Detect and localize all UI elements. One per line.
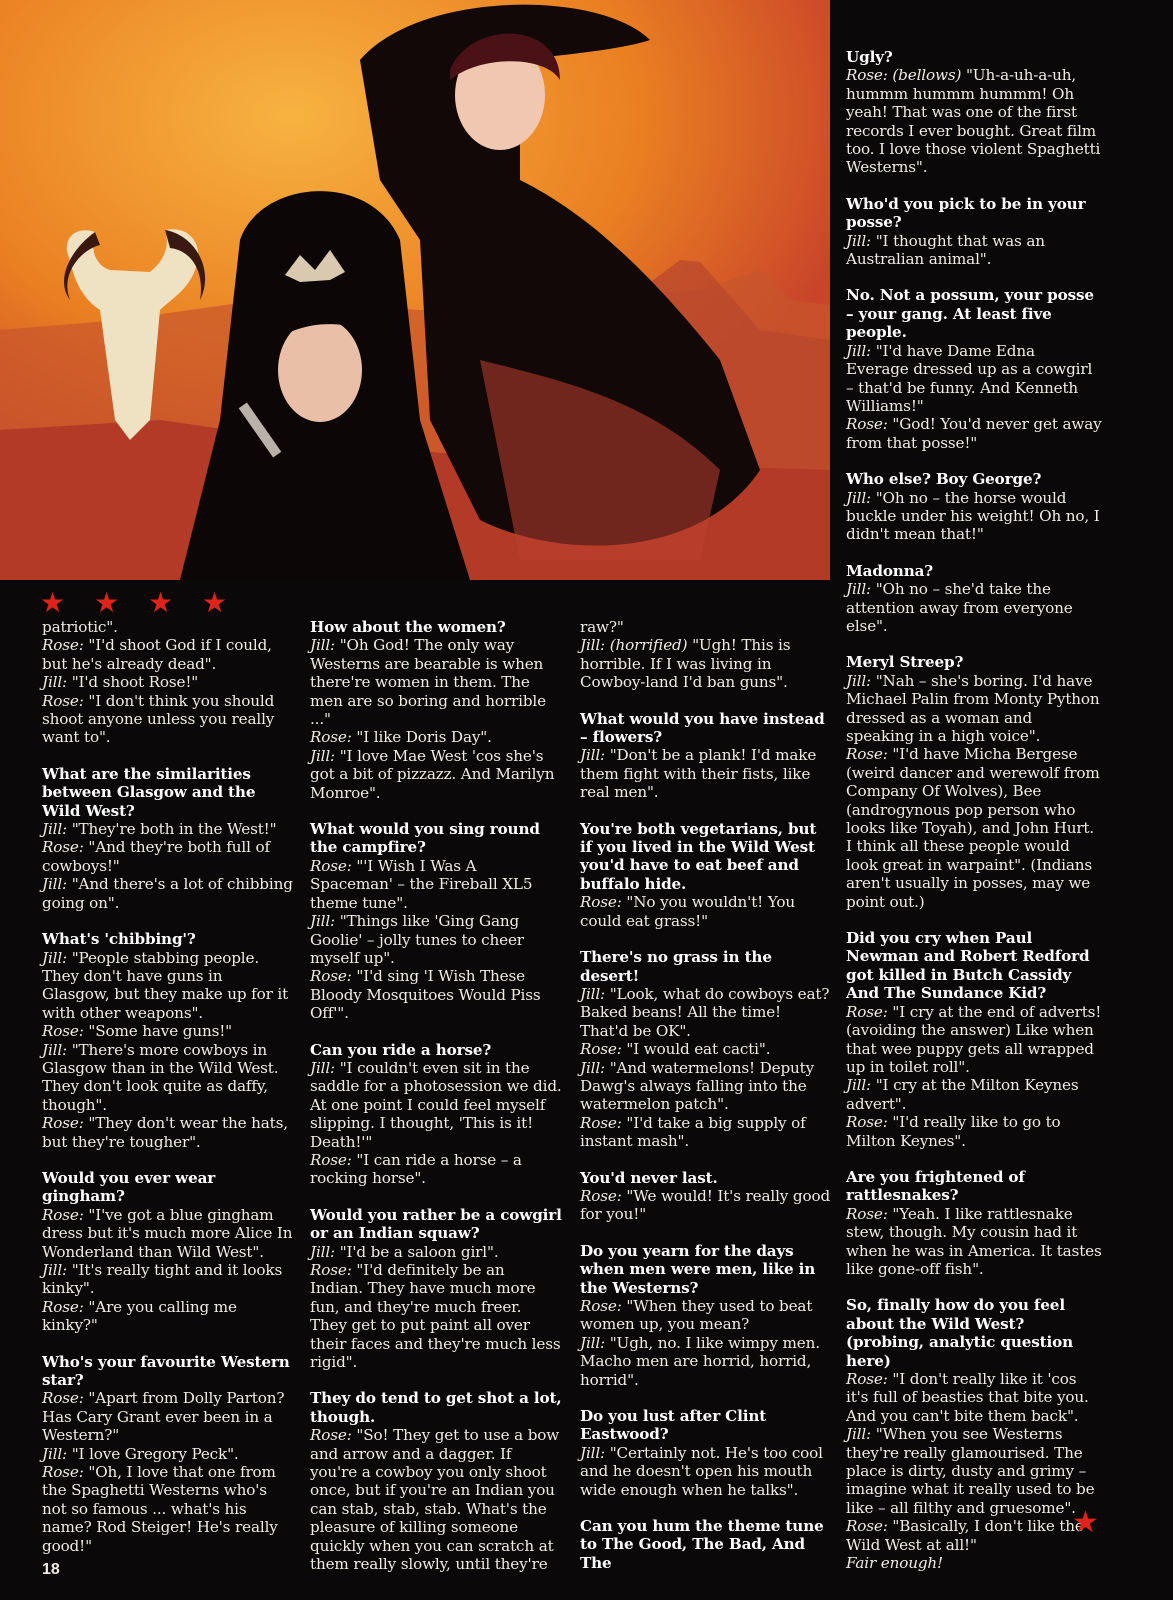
speaker-label: Jill: [42,820,68,839]
interview-question: What would you sing round the campfire? [310,820,540,857]
answer-text: "I would eat cacti". [626,1040,771,1059]
answer-text: "Apart from Dolly Parton? Has Cary Grant ever been in a Western?" [42,1389,285,1445]
speaker-label: Rose: [846,1204,888,1223]
interview-block [42,765,294,912]
interview-question: What are the similarities between Glasgow and the Wild West? [42,764,256,820]
answer-text: "Ugh, no. I like wimpy men. Macho men are horrid, horrid, horrid". [580,1333,820,1389]
speaker-label: Rose: [42,1205,84,1224]
interview-answer [846,342,1102,416]
interview-block [580,1242,832,1389]
speaker-label: Rose: [846,1113,888,1132]
interview-answer [42,1463,294,1555]
interview-answer [310,1243,562,1261]
speaker-label: Jill: [42,1444,68,1463]
speaker-label: Rose: [42,1463,84,1482]
interview-answer [846,1205,1102,1279]
speaker-label: Jill: [580,1058,606,1077]
interview-block [846,653,1102,911]
answer-text: "Certainly not. He's too cool and he doesn't open his mouth wide enough when he talks". [580,1443,823,1499]
interview-answer [846,1425,1102,1517]
speaker-label: Rose: [310,1261,352,1279]
interview-block [310,618,562,802]
interview-block [580,710,832,802]
interview-answer [580,1334,832,1389]
continued-text [846,1554,1102,1572]
answer-text: "I thought that was an Australian animal". [846,231,1045,269]
speaker-label: Jill: [42,875,68,894]
interview-block [42,1353,294,1555]
speaker-label: Rose: [42,1297,84,1316]
speaker-label: Rose: [846,1002,888,1021]
text-line: raw?" [580,618,624,636]
speaker-label: Jill: [580,746,606,765]
answer-text: "Oh no – the horse would buckle under his weight! Oh no, I didn't mean that!" [846,488,1100,544]
answer-text: "I'd definitely be an Indian. They have much more fun, and they're much freer. They get to put paint all over their faces and they're much less rigid". [310,1261,561,1372]
interview-block [42,618,294,747]
answer-text: "God! You'd never get away from that posse!" [846,415,1102,452]
interview-answer [846,1113,1102,1150]
speaker-label: Rose: [42,636,84,655]
continued-text [580,618,832,636]
interview-block [846,286,1102,452]
interview-block [846,195,1102,269]
speaker-label: Jill: [42,1040,68,1059]
answer-text: "I'd shoot Rose!" [71,673,199,692]
text-column-3 [580,618,832,1590]
interview-answer [580,1444,832,1499]
interview-answer [310,1151,562,1188]
speaker-label: Rose: [42,691,84,710]
interview-block [310,1206,562,1372]
answer-text: "I'd sing 'I Wish These Bloody Mosquitoes Would Piss Off'". [310,967,541,1023]
interview-question: How about the women? [310,618,506,636]
interview-answer [846,415,1102,452]
answer-text: "Some have guns!" [88,1022,233,1041]
interview-question: Do you yearn for the days when men were men, like in the Westerns? [580,1241,816,1297]
speaker-label: Rose: [580,1113,622,1132]
interview-answer [846,745,1102,911]
interview-block [580,1517,832,1572]
answer-text: "I love Gregory Peck". [71,1444,239,1463]
answer-text: "I couldn't even sit in the saddle for a photosession we did. At one point I could feel myself slipping. I thought, 'This is it! Death!'" [310,1058,562,1151]
speaker-label: Rose: [846,1517,888,1536]
interview-question: Are you frightened of rattlesnakes? [846,1167,1025,1205]
answer-text: "Nah – she's boring. I'd have Michael Palin from Monty Python dressed as a woman and speaking in a high voice". [846,671,1100,745]
interview-question: You're both vegetarians, but if you lived in the Wild West you'd have to eat beef and buffalo hide. [580,819,817,893]
interview-answer [846,66,1102,176]
answer-text: "When they used to beat women up, you mean? [580,1297,813,1334]
interview-answer [42,1041,294,1115]
speaker-label: Rose: [846,415,888,434]
interview-question: Who's your favourite Western star? [42,1352,290,1390]
interview-block [846,562,1102,636]
interview-question: Who'd you pick to be in your posse? [846,194,1086,232]
interview-block [42,1169,294,1335]
interview-question: Can you ride a horse? [310,1040,492,1059]
interview-question: You'd never last. [580,1168,718,1187]
speaker-label: Jill: [42,673,68,692]
answer-text: "It's really tight and it looks kinky". [42,1261,283,1298]
answer-text: "I'd shoot God if I could, but he's already dead". [42,636,272,673]
interview-question: Madonna? [846,561,934,580]
speaker-label: Jill: [42,948,68,967]
speaker-label: Rose: [846,1370,888,1388]
interview-answer [42,1445,294,1463]
interview-block [310,820,562,1022]
speaker-label: Jill: [846,341,872,360]
interview-answer [310,967,562,1022]
interview-question: No. Not a possum, your posse – your gang. At least five people. [846,286,1094,342]
interview-answer [42,875,294,912]
interview-answer [310,1059,562,1151]
answer-text: "Yeah. I like rattlesnake stew, though. My cousin had it when he was in America. It tastes like gone-off fish". [846,1204,1102,1278]
interview-answer [580,985,832,1040]
text-line: Fair enough! [846,1554,944,1573]
speaker-label: Jill: [310,912,336,931]
interview-answer [580,1040,832,1058]
speaker-label: Jill: [310,746,336,765]
answer-text: "Look, what do cowboys eat? Baked beans! All the time! That'd be OK". [580,984,830,1040]
answer-text: "No you wouldn't! You could eat grass!" [580,893,795,930]
answer-text: "So! They get to use a bow and arrow and a dagger. If you're a cowboy you only shoot once, but if you're an Indian you can stab, stab, stab. What's the pleasure of killing someone quickly when you can scratch at them really slowly, until they're [310,1426,560,1574]
interview-answer [580,1059,832,1114]
interview-answer [42,1298,294,1335]
speaker-label: Jill: [846,488,872,507]
answer-text: "Oh no – she'd take the attention away from everyone else". [846,580,1073,635]
interview-answer [42,1261,294,1298]
interview-block [310,1389,562,1573]
interview-block [580,948,832,1150]
interview-answer [42,1022,294,1040]
interview-question: Can you hum the theme tune to The Good, The Bad, And The [580,1517,824,1572]
interview-answer [42,673,294,691]
answer-text: "I cry at the Milton Keynes advert". [846,1076,1079,1113]
interview-question: So, finally how do you feel about the Wild West? (probing, analytic question here) [846,1296,1073,1370]
speaker-label: Jill: [310,1058,336,1077]
answer-text: "And they're both full of cowboys!" [42,838,270,875]
interview-answer [310,747,562,802]
answer-text: "Things like 'Ging Gang Goolie' – jolly tunes to cheer myself up". [310,912,524,967]
interview-block [42,930,294,1151]
speaker-label: Jill: [310,636,336,655]
speaker-label: Rose: [310,1150,352,1169]
text-line: patriotic". [42,618,118,636]
interview-answer [846,672,1102,746]
interview-answer [580,746,832,801]
interview-block [846,470,1102,544]
interview-question: Would you rather be a cowgirl or an Indian squaw? [310,1205,562,1243]
interview-answer [846,232,1102,269]
speaker-label: Rose: [42,1114,84,1133]
interview-answer [42,949,294,1023]
speaker-label: Jill: [846,231,872,250]
speaker-label: Rose: [310,1426,352,1445]
speaker-label: Jill: [846,1425,872,1444]
interview-question: What's 'chibbing'? [42,930,196,949]
interview-answer [42,1114,294,1151]
interview-answer [42,1206,294,1261]
speaker-label: Rose: [580,893,622,912]
interview-answer [310,857,562,912]
speaker-label: Jill: [846,580,872,599]
answer-text: "I've got a blue gingham dress but it's much more Alice In Wonderland than Wild West". [42,1205,293,1261]
text-column-2 [310,618,562,1592]
answer-text: "I'd take a big supply of instant mash". [580,1113,806,1151]
interview-answer [580,636,832,691]
answer-text: "Oh God! The only way Westerns are bearable is when there're women in them. The men are so boring and horrible ..." [310,636,546,729]
speaker-label: Rose: [42,1389,84,1408]
interview-answer [580,1114,832,1151]
answer-text: "Basically, I don't like the Wild West at all!" [846,1517,1084,1554]
cowgirls-photo [0,0,830,580]
interview-block [846,48,1102,177]
interview-answer [580,1187,832,1224]
speaker-label: Rose: [310,856,352,875]
speaker-label: Rose: [580,1297,622,1315]
interview-answer [310,912,562,967]
answer-text: "And there's a lot of chibbing going on". [42,875,293,912]
interview-answer [42,1389,294,1444]
answer-text: "I don't think you should shoot anyone unless you really want to". [42,691,275,747]
text-column-4 [846,48,1102,1590]
interview-question: Would you ever wear gingham? [42,1168,216,1206]
answer-text: "There's more cowboys in Glasgow than in the Wild West. They don't look quite as daffy, though". [42,1040,279,1114]
interview-answer [846,1076,1102,1113]
interview-block [580,820,832,930]
interview-block [846,1168,1102,1278]
speaker-label: Jill: [580,984,606,1003]
answer-text: "They don't wear the hats, but they're tougher". [42,1114,288,1151]
continued-text [42,618,294,636]
interview-block [846,1296,1102,1572]
end-star-icon: ★ [1072,1505,1099,1540]
speaker-label: Jill: [580,1333,606,1352]
interview-answer [580,893,832,930]
answer-text: "'I Wish I Was A Spaceman' – the Fireball XL5 theme tune". [310,856,533,912]
interview-question: Did you cry when Paul Newman and Robert Redford got killed in Butch Cassidy And The Sundance Kid? [846,929,1090,1003]
speaker-label: Jill: [846,1076,872,1095]
interview-block [580,618,832,692]
interview-answer [846,580,1102,635]
answer-text: "I'd be a saloon girl". [339,1242,499,1261]
speaker-label: Rose: [580,1186,622,1205]
speaker-label: Rose: [580,1040,622,1059]
answer-text: "We would! It's really good for you!" [580,1186,831,1224]
interview-answer [846,1370,1102,1425]
interview-answer [310,636,562,728]
answer-text: "I'd have Micha Bergese (weird dancer and werewolf from Company Of Wolves), Bee (androgynous pop person who looks like Toyah), and John Hurt. I think all these people would look great in warpaint". (Indians aren't usually in posses, may we point out.) [846,745,1100,911]
interview-question: Ugly? [846,48,893,66]
speaker-label: Rose: [42,838,84,857]
answer-text: "Uh-a-uh-a-uh, hummm hummm hummm! Oh yeah! That was one of the first records I ever bought. Great film too. I love those violent Spaghetti Westerns". [846,66,1101,177]
interview-answer [580,1297,832,1334]
interview-question: Do you lust after Clint Eastwood? [580,1407,767,1444]
answer-text: "I like Doris Day". [356,728,492,747]
speaker-label: Rose: [846,745,888,764]
answer-text: "People stabbing people. They don't have guns in Glasgow, but they make up for it with other weapons". [42,948,289,1022]
interview-answer [42,636,294,673]
speaker-label: Jill: [42,1261,68,1279]
interview-answer [310,728,562,746]
speaker-label: Jill: [310,1242,336,1261]
speaker-label: Rose: (bellows) [846,66,962,85]
answer-text: "Don't be a plank! I'd make them fight with their fists, like real men". [580,746,817,802]
desert-photo-illustration [0,0,830,580]
answer-text: "I don't really like it 'cos it's full of beasties that bite you. And you can't bite them back". [846,1370,1089,1425]
page-number: 18 [42,1561,60,1578]
answer-text: "I'd have Dame Edna Everage dressed up as a cowgirl – that'd be funny. And Kenneth Williams!" [846,341,1093,415]
interview-question: Meryl Streep? [846,653,964,672]
speaker-label: Rose: [310,728,352,747]
answer-text: "I love Mae West 'cos she's got a bit of pizzazz. And Marilyn Monroe". [310,746,555,802]
answer-text: "Are you calling me kinky?" [42,1297,237,1335]
interview-answer [846,1003,1102,1077]
rating-stars: ★ ★ ★ ★ [40,586,238,619]
interview-answer [42,838,294,875]
interview-question: There's no grass in the desert! [580,948,772,985]
interview-answer [846,489,1102,544]
speaker-label: Jill: (horrified) [580,636,688,655]
interview-question: They do tend to get shot a lot, though. [310,1389,562,1426]
interview-answer [846,1517,1102,1554]
answer-text: "And watermelons! Deputy Dawg's always falling into the watermelon patch". [580,1058,815,1114]
speaker-label: Jill: [580,1443,606,1462]
interview-answer [310,1426,562,1573]
answer-text: "I cry at the end of adverts! (avoiding the answer) Like when that wee puppy gets all wrapped up in toilet roll". [846,1002,1102,1076]
interview-answer [42,692,294,747]
interview-block [846,929,1102,1150]
speaker-label: Rose: [42,1022,84,1041]
answer-text: "They're both in the West!" [71,820,277,839]
interview-answer [42,820,294,838]
answer-text: "Ugh! This is horrible. If I was living in Cowboy-land I'd ban guns". [580,636,791,692]
interview-answer [310,1261,562,1371]
interview-block [580,1407,832,1499]
speaker-label: Rose: [310,967,352,986]
text-column-1 [42,618,294,1573]
interview-block [580,1169,832,1224]
interview-question: What would you have instead – flowers? [580,709,825,747]
speaker-label: Jill: [846,671,872,690]
interview-block [310,1041,562,1188]
answer-text: "Oh, I love that one from the Spaghetti Westerns who's not so famous ... what's his name? Rod Steiger! He's really good!" [42,1463,278,1555]
answer-text: "When you see Westerns they're really glamourised. The place is dirty, dusty and grimy – imagine what it really used to be like – all filthy and gruesome". [846,1425,1095,1517]
answer-text: "I can ride a horse – a rocking horse". [310,1150,522,1188]
answer-text: "I'd really like to go to Milton Keynes". [846,1113,1061,1150]
interview-question: Who else? Boy George? [846,470,1042,489]
